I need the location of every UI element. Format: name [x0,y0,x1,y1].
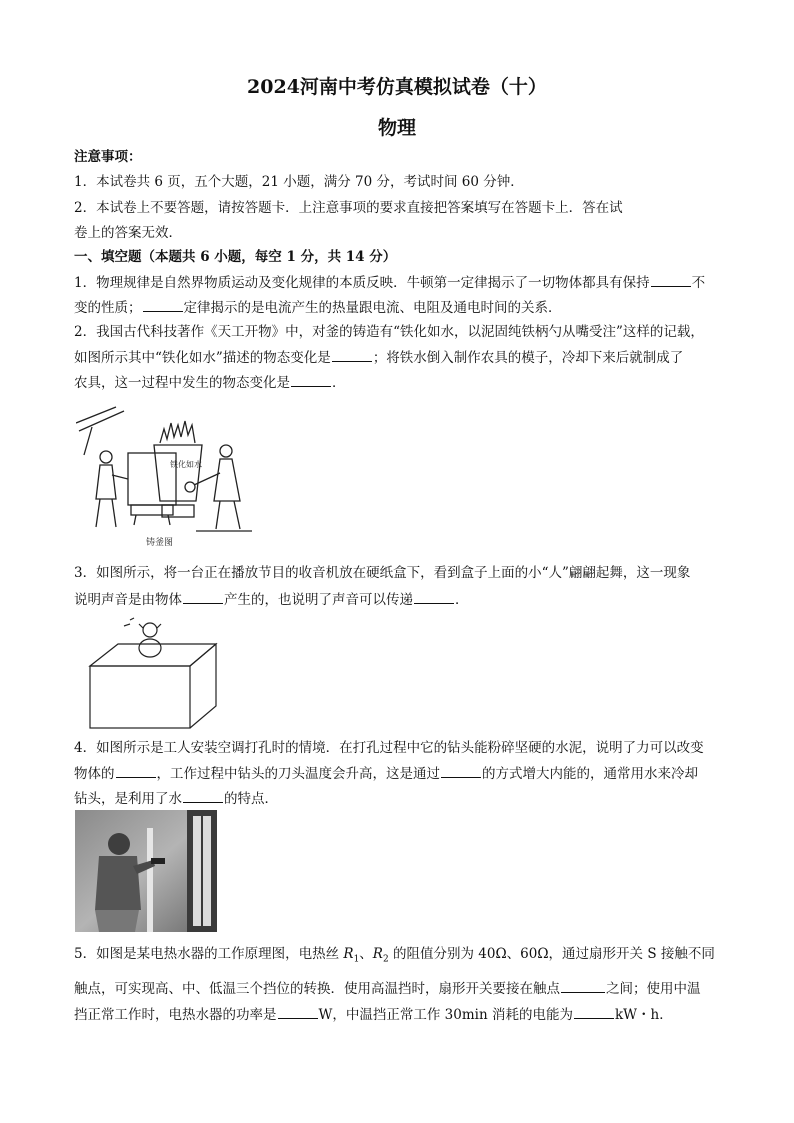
q2-text-a: 如图所示其中“铁化如水”描述的物态变化是 [74,350,331,366]
notice-heading: 注意事项： [74,149,142,165]
q2-blank-1 [332,348,372,362]
q2-text-d: ． [332,375,346,391]
q4-text-e: 的特点． [224,791,278,807]
q2-blank-2 [291,373,331,387]
figure-cauldron-casting [76,405,256,550]
q1-text-a: 1．物理规律是自然界物质运动及变化规律的本质反映．牛顿第一定律揭示了一切物体都具有保持 [74,275,650,291]
q1-blank-2 [143,298,183,312]
exam-title: 2024河南中考仿真模拟试卷（十） [247,76,547,98]
q4-blank-1 [116,764,156,778]
q3-text-a: 说明声音是由物体 [74,592,182,608]
q4-text-c: 的方式增大内能的，通常用水来冷却 [482,766,698,782]
question-4-line-3 [74,789,724,808]
r2-symbol: R [372,946,383,962]
q1-blank-1 [651,273,691,287]
q5-text-b: 的阻值分别为 40Ω、60Ω，通过扇形开关 S 接触不同 [388,946,715,962]
q1-text-c: 变的性质； [74,300,142,316]
r1-subscript: 1 [353,954,360,965]
q3-text-b: 产生的，也说明了声音可以传递 [224,592,413,608]
question-5-line-3 [74,1005,724,1024]
notice-item-2-line-1: 2．本试卷上不要答题，请按答题卡．上注意事项的要求直接把答案填写在答题卡上．答在试 [74,200,623,216]
question-2-line-3 [74,373,724,392]
q3-blank-2 [414,590,454,604]
question-4-line-2 [74,764,724,783]
q3-blank-1 [183,590,223,604]
figure-worker-drilling-photo [75,810,217,932]
q4-text-a: 物体的 [74,766,115,782]
q5-text-f: W，中温挡正常工作 30min 消耗的电能为 [318,1007,573,1023]
q5-text-a: 5．如图是某电热水器的工作原理图，电热丝 [74,946,344,962]
question-1-line-2 [74,298,724,317]
q4-text-d: 钻头，是利用了水 [74,791,182,807]
q5-text-d: 之间；使用中温 [606,981,701,997]
notice-item-2-line-2: 卷上的答案无效． [74,225,182,241]
question-2-line-2 [74,348,724,367]
fig-label-text: 铁化如水 [170,460,202,469]
q2-text-b: ；将铁水倒入制作农具的模子，冷却下来后就制成了 [372,350,684,366]
q3-text-c: ． [455,592,469,608]
question-5-line-2 [74,979,724,998]
figure-paper-box-dancer [86,614,220,732]
q5-blank-1 [561,979,605,993]
section-heading-fill-blank: 一、填空题（本题共 6 小题，每空 1 分，共 14 分） [74,249,397,265]
question-3-line-1: 3．如图所示，将一台正在播放节目的收音机放在硬纸盒下，看到盒子上面的小“人”翩翩起舞，这一现象 [74,565,691,581]
q4-blank-3 [183,789,223,803]
notice-item-1: 1．本试卷共 6 页，五个大题，21 小题，满分 70 分，考试时间 60 分钟． [74,174,524,190]
r1-symbol: R [343,946,354,962]
q4-text-b: ，工作过程中钻头的刀头温度会升高，这是通过 [156,766,440,782]
question-4-line-1: 4．如图所示是工人安装空调打孔时的情境．在打孔过程中它的钻头能粉碎坚硬的水泥，说明了力可以改变 [74,740,704,756]
fig-caption-text: 铸釜图 [146,538,174,548]
subject-title: 物理 [377,117,416,139]
question-1-line-1 [74,273,724,292]
q5-separator: 、 [359,946,373,962]
q4-blank-2 [441,764,481,778]
q5-text-e: 挡正常工作时，电热水器的功率是 [74,1007,277,1023]
r2-subscript: 2 [382,954,389,965]
q1-text-d: 定律揭示的是电流产生的热量跟电流、电阻及通电时间的关系． [183,300,562,316]
q5-blank-2 [278,1005,318,1019]
q5-text-g: kW・h． [614,1007,673,1023]
q2-text-c: 农具，这一过程中发生的物态变化是 [74,375,290,391]
q5-text-c: 触点，可实现高、中、低温三个挡位的转换．使用高温挡时，扇形开关要接在触点 [74,981,560,997]
q1-text-b: 不 [691,275,706,291]
question-5-line-1 [74,945,724,969]
question-3-line-2 [74,590,724,609]
q5-blank-3 [574,1005,614,1019]
question-2-line-1: 2．我国古代科技著作《天工开物》中，对釜的铸造有“铁化如水，以泥固纯铁柄勺从嘴受注”这样的记载， [74,324,704,340]
